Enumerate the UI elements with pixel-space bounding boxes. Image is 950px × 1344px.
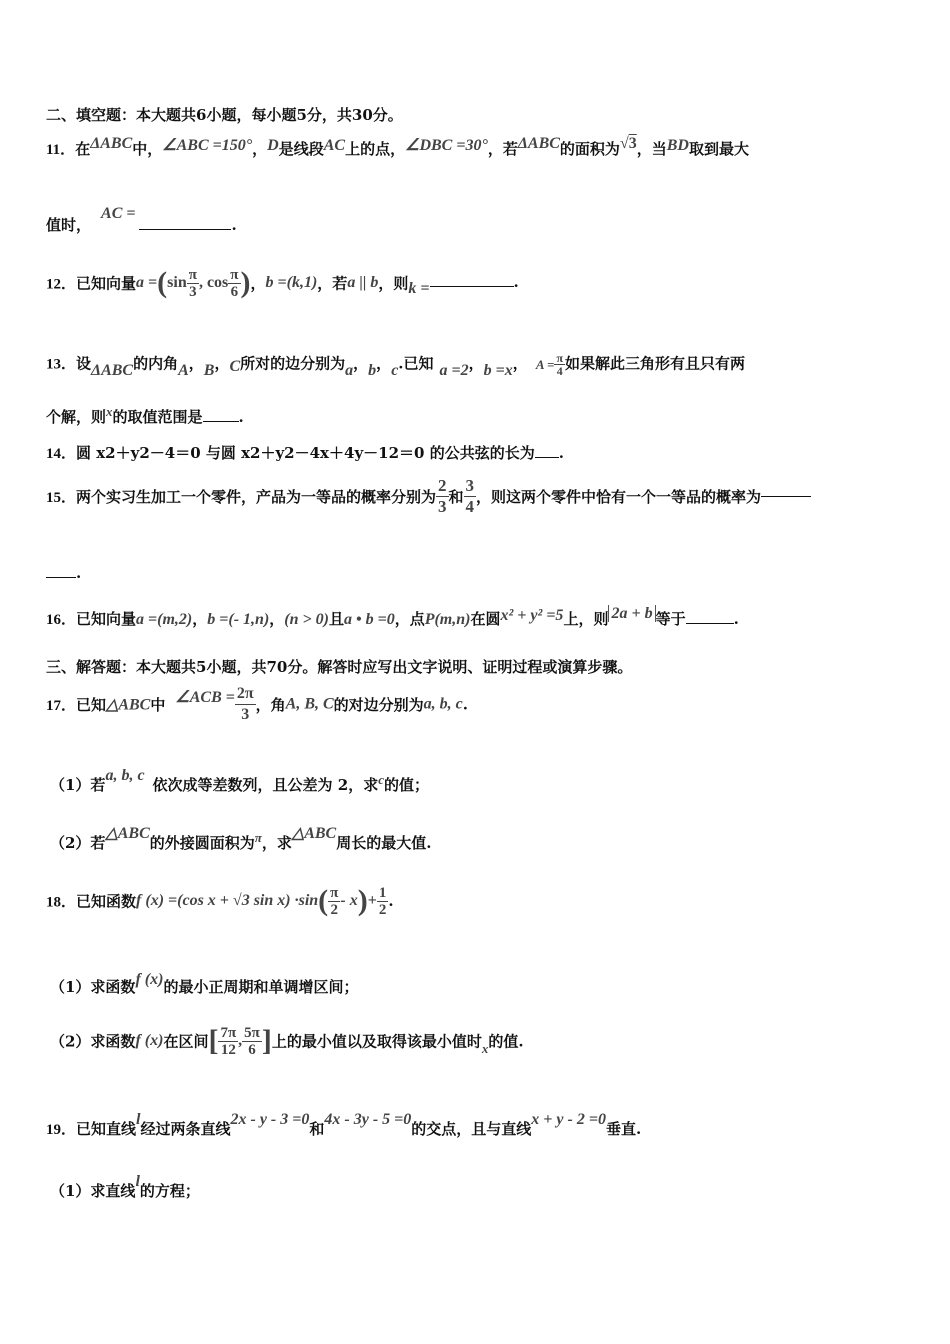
q17-number: 17． xyxy=(46,698,77,714)
q15-answer-blank[interactable] xyxy=(761,496,811,497)
q15-line2: . xyxy=(46,564,950,582)
q11-text: 是线段 xyxy=(278,140,324,158)
q11-math: ∠DBC =30° xyxy=(405,137,488,154)
q12-text: ，若 xyxy=(317,274,348,293)
q12-math: a || b xyxy=(347,274,379,291)
q11-math: ΔABC xyxy=(90,135,133,152)
q11-math: AC xyxy=(323,137,346,154)
q12-text: 已知向量 xyxy=(76,274,137,293)
q17-part2: （2）若△ABC的外接圆面积为π，求△ABC周长的最大值. xyxy=(50,825,432,852)
q17-part1: （1）若a, b, c依次成等差数列，且公差为 2，求c的值； xyxy=(50,767,430,794)
q15-answer-blank-cont[interactable] xyxy=(46,577,76,578)
q19-part1: （1）求直线l的方程； xyxy=(50,1173,200,1200)
q11-line1 xyxy=(46,135,950,159)
q11-text: ， xyxy=(252,140,268,158)
q14-answer-blank[interactable] xyxy=(535,457,559,458)
q16-line: 16．已知向量a =(m,2)，b =(- 1,n)，(n > 0)且a • b =0，点P(m,n)在圆x² + y² =5上，则 2a + b 等于 . xyxy=(46,605,739,628)
q11-math: BD xyxy=(666,137,689,154)
q14-line: 14．圆 x2＋y2－4＝0 与圆 x2＋y2－4x＋4y－12＝0 的公共弦的长为 . xyxy=(46,444,564,462)
q18-number: 18． xyxy=(46,894,77,911)
q13-line2: 个解，则x的取值范围是 . xyxy=(46,404,244,426)
q12-number: 12． xyxy=(46,276,77,293)
q13-number: 13． xyxy=(46,356,77,373)
q12-math: b =(k,1) xyxy=(265,274,318,291)
q18-line: 18．已知函数f (x) =(cos x + √3 sin x) ·sin( $\frac{\pi}{2}$ - x)+ $\frac{1}{2}$ . xyxy=(46,884,394,918)
q16-answer-blank[interactable] xyxy=(686,623,734,624)
q19-number: 19． xyxy=(46,1122,77,1138)
q12-text: ， xyxy=(250,274,266,293)
q13-math: ΔABC xyxy=(91,361,134,379)
q14-text: 圆 x2＋y2－4＝0 与圆 x2＋y2－4x＋4y－12＝0 的公共弦的长为 xyxy=(76,444,535,462)
q14-number: 14． xyxy=(46,446,77,462)
q15-line1: 15．两个实习生加工一个零件，产品为一等品的概率分别为 $\frac{2}{3}$ 和 $\frac{3}{4}$ ，则这两个零件中恰有一个一等品的概率为 xyxy=(46,476,950,517)
q16-number: 16． xyxy=(46,612,77,628)
q12-line: 12．已知向量a =(sin $\frac{\pi}{3}$ , cos $\frac{\pi}{6}$ )，b =(k,1)，若a || b，则k = . xyxy=(46,266,519,300)
q11-math: AC = xyxy=(101,205,136,222)
q17-line: 17．已知△ABC中 ∠ACB = $\frac{2\pi}{3}$ ，角A, B, C的对边分别为a, b, c. xyxy=(46,685,469,723)
q11-text: 中， xyxy=(132,140,163,158)
q11-text: ，若 xyxy=(487,140,518,158)
q11-text: 的面积为 xyxy=(559,140,620,158)
q11-answer-blank[interactable] xyxy=(139,229,231,230)
q18-part2: （2）求函数f (x)在区间[ $\frac{7\pi}{12}$ , $\frac{5\pi}{6}$ ]上的最小值以及取得该最小值时x的值. xyxy=(50,1024,524,1058)
q13-line1: 13．设ΔABC的内角A，B，C所对的边分别为a，b，c.已知 a =2，b =x， A = $\frac{\pi}{4}$ 如果解此三角形有且只有两 xyxy=(46,351,746,379)
q12-math: k = xyxy=(408,280,430,297)
q18-part1: （1）求函数f (x)的最小正周期和单调增区间； xyxy=(50,971,359,996)
q12-answer-blank[interactable] xyxy=(430,286,514,287)
q11-text: ，当 xyxy=(636,140,667,158)
q15-number: 15． xyxy=(46,490,77,506)
q11-text: 取到最大 xyxy=(688,140,749,158)
q11-math: ΔABC xyxy=(517,135,560,152)
q12-text: ，则 xyxy=(378,274,409,293)
q11-text: 值时， xyxy=(46,216,92,234)
q11-math: D xyxy=(267,137,279,154)
q11-text: 在 xyxy=(75,140,91,158)
section2-title: 二、填空题：本大题共6小题，每小题5分，共30分。 xyxy=(46,106,403,124)
q11-text: 上的点， xyxy=(345,140,406,158)
q11-math: ∠ABC =150° xyxy=(162,137,253,154)
q11-number: 11． xyxy=(46,142,76,158)
q11-sqrt: √3 xyxy=(619,135,637,152)
q12-math: a = xyxy=(136,274,158,291)
q13-answer-blank[interactable] xyxy=(203,421,239,422)
section3-title: 三、解答题：本大题共5小题，共70分。解答时应写出文字说明、证明过程或演算步骤。 xyxy=(46,658,633,676)
q19-line: 19．已知直线l经过两条直线2x - y - 3 =0和4x - 3y - 5 =0的交点，且与直线x + y - 2 =0垂直. xyxy=(46,1111,642,1138)
q11-line2: 值时，AC =. xyxy=(46,205,237,234)
